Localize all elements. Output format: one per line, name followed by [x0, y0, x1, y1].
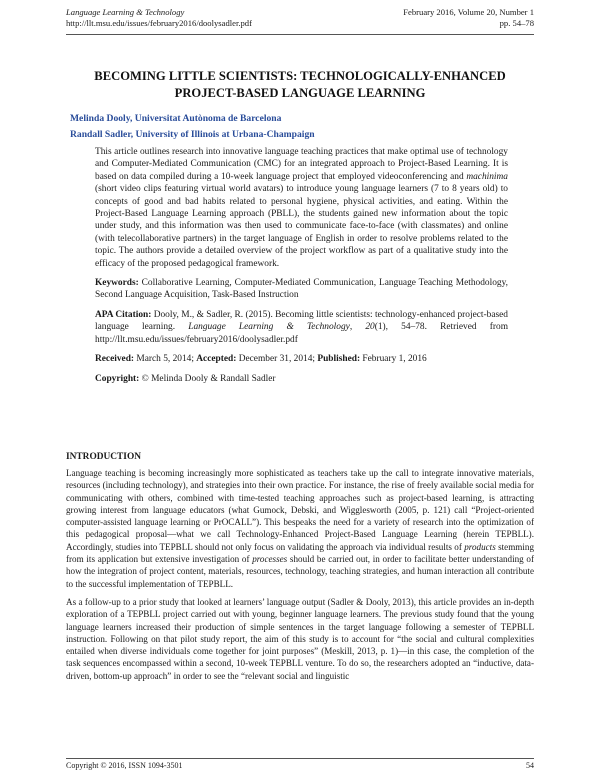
- machinima-term: machinima: [466, 171, 508, 182]
- page-range: pp. 54–78: [499, 18, 534, 28]
- footer-divider: [66, 758, 534, 759]
- page-footer: [66, 761, 534, 770]
- journal-name: Language Learning & Technology: [66, 7, 185, 17]
- citation-label: APA Citation:: [95, 309, 152, 320]
- abstract-text: This article outlines research into innovative language teaching practices that make optimal use of technology and Computer-Mediated Communication (CMC) for an integrated approach to Project-Based Learning. It is based on data compiled during a 10-week language project that employed videoconferencing and machinima (short video clips featuring virtual world avatars) to introduce young language learners (7 to 8 years old) to concepts of good and bad habits related to personal hygiene, physical activities, and eating. Within the Project-Based Language Learning approach (PBLL), the students gained new information about the topic under study, and this information was then used to communicate face-to-face (with classmates) and online (with telecollaborative partners) in the target language of English in order to resolve problems related to the topic. The authors provide a detailed overview of the project workflow as part of a qualitative study into the efficacy of the proposed pedagogical framework.: [95, 147, 508, 269]
- keywords-label: Keywords:: [95, 278, 139, 289]
- body-text: [66, 467, 534, 688]
- article-url[interactable]: http://llt.msu.edu/issues/february2016/doolysadler.pdf: [66, 18, 252, 28]
- author-2[interactable]: Randall Sadler, University of Illinois at Urbana-Champaign: [70, 129, 315, 140]
- paragraph-2: As a follow-up to a prior study that looked at learners’ language output (Sadler & Dooly, 2013), this article provides an in-depth exploration of a TEPBLL project carried out with young, beginner language learners. The previous study found that the young language learners increased their production of simple sentences in the target language following a semester of TEPBLL instruction. Following on that pilot study report, the aim of this study is to account for “the social and cultural complexities entailed when diverse individuals come together for joint purposes” (Meskill, 2013, p. 1)—in this case, the completion of the task sequences encompassed within a second, 10-week TEPBLL venture. To do so, the researchers adopted an “inductive, data-driven, bottom-up approach” in order to see the “relevant social and linguistic: [66, 596, 534, 681]
- article-title: [60, 68, 540, 102]
- section-heading-introduction: INTRODUCTION: [66, 452, 142, 462]
- paragraph-1: Language teaching is becoming increasingly more sophisticated as teachers take up the call to integrate innovative materials, resources (including technology), and strategies into their own practice. For instance, the rise of freely available social media for communicating with others, combined with time-tested teaching approaches such as project-based learning, is attracting growing interest from language educators (what Gumock, Debski, and Wigglesworth (2005, p. 121) call “Project-oriented computer-assisted language learning or PrOCALL”). This bespeaks the need for a variety of research into the optimization of this pedagogical proposal—what we call Technology-Enhanced Project-Based Language Learning (herein TEPBLL). Accordingly, studies into TEPBLL should not only focus on validating the approach via individual results of products stemming from its application but extensive investigation of processes should be carried out, in order to facilitate better understanding of how the integration of project content, materials, resources, technology, teaching strategies, and human interaction all contribute to the successful implementation of TEPBLL.: [66, 468, 534, 589]
- keywords: Keywords: Collaborative Learning, Computer-Mediated Communication, Language Teaching Methodology, Second Language Acquisition, Task-Based Instruction: [95, 278, 508, 301]
- abstract-block: [95, 146, 508, 392]
- issue-info: February 2016, Volume 20, Number 1: [403, 7, 534, 17]
- publication-dates: Received: March 5, 2014; Accepted: December 31, 2014; Published: February 1, 2016: [95, 354, 427, 365]
- header-divider: [66, 34, 534, 35]
- title-line-2: PROJECT-BASED LANGUAGE LEARNING: [174, 86, 426, 100]
- footer-copyright: Copyright © 2016, ISSN 1094-3501: [66, 761, 183, 770]
- copyright-line: Copyright: © Melinda Dooly & Randall Sadler: [95, 373, 276, 384]
- header-right: [403, 7, 534, 29]
- apa-citation: APA Citation: Dooly, M., & Sadler, R. (2015). Becoming little scientists: technology-enhanced project-based language learning. Language Learning & Technology, 20(1), 54–78. Retrieved from http://llt.msu.edu/issues/february2016/doolysadler.pdf: [95, 309, 508, 345]
- header-left: [66, 7, 252, 29]
- author-1[interactable]: Melinda Dooly, Universitat Autònoma de Barcelona: [70, 113, 282, 124]
- page-number: 54: [526, 761, 534, 770]
- title-line-1: BECOMING LITTLE SCIENTISTS: TECHNOLOGICALLY-ENHANCED: [94, 69, 506, 83]
